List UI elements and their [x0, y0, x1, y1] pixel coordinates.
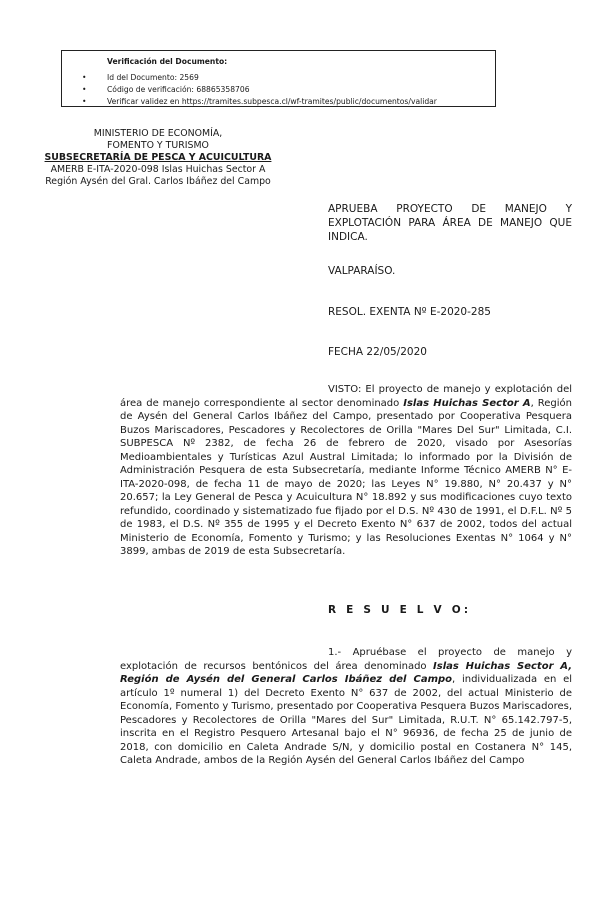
ministry-line-2: FOMENTO Y TURISMO: [107, 140, 209, 151]
resuelvo-heading: R E S U E L V O:: [328, 604, 472, 616]
resolution-city: VALPARAÍSO.: [328, 265, 396, 277]
resuelvo-area-name: Islas Huichas Sector A, Región de Aysén del General Carlos Ibáñez del Campo: [120, 660, 572, 685]
ministry-line-1: MINISTERIO DE ECONOMÍA,: [93, 128, 223, 139]
region-line: Región Aysén del Gral. Carlos Ibáñez del Campo: [45, 176, 271, 187]
verification-url: • Verificar validez en https://tramites.subpesca.cl/wf-tramites/public/documentos/validar: [82, 96, 437, 108]
resolution-subject: APRUEBA PROYECTO DE MANEJO Y EXPLOTACIÓN PARA ÁREA DE MANEJO QUE INDICA.: [328, 203, 572, 244]
verification-id: • Id del Documento: 2569: [82, 72, 437, 84]
visto-area-name: Islas Huichas Sector A: [403, 397, 531, 409]
resolution-number: RESOL. EXENTA Nº E-2020-285: [328, 306, 491, 318]
resuelvo-text-1: 1.- Apruébase el proyecto de manejo y explotación de recursos bentónicos del área denominado: [120, 647, 572, 672]
verification-list: [82, 72, 437, 109]
verification-code: • Código de verificación: 68865358706: [82, 84, 437, 96]
resuelvo-paragraph: [120, 646, 572, 768]
visto-text-1: VISTO: El proyecto de manejo y explotación del área de manejo correspondiente al sector denominado: [120, 384, 572, 409]
ministry-header: [26, 128, 290, 188]
verification-title: Verificación del Documento:: [107, 57, 228, 66]
verification-box: [61, 50, 496, 107]
resuelvo-text-2: , individualizada en el artículo 1º numeral 1) del Decreto Exento N° 637 de 2002, del actual Ministerio de Economía, Fomento y Turismo, presentado por Cooperativa Pesquera Buzos Mariscadores, Pescadores y Recolectores de Orilla "Mares del Sur" Limitada, R.U.T. N° 65.142.797-5, inscrita en el Registro Pesquero Artesanal bajo el N° 96936, de fecha 25 de junio de 2018, con domicilio en Caleta Andrade S/N, y domicilio postal en Costanera N° 145, Caleta Andrade, ambos de la Región Aysén del General Carlos Ibáñez del Campo: [120, 674, 573, 766]
visto-paragraph: [120, 383, 572, 559]
reference-line: AMERB E-ITA-2020-098 Islas Huichas Sector A: [50, 164, 266, 175]
subsecretaria-name: SUBSECRETARÍA DE PESCA Y ACUICULTURA: [44, 152, 272, 163]
visto-text-2: , Región de Aysén del General Carlos Ibáñez del Campo, presentado por Cooperativa Pesquera Buzos Mariscadores, Pescadores y Recolectores de Orilla "Mares Del Sur" Limitada, C.I. SUBPESCA Nº 2382, de fecha 26 de febrero de 2020, visado por Asesorías Medioambientales y Turísticas Azul Austral Limitada; lo informado por la División de Administración Pesquera de esta Subsecretaría, mediante Informe Técnico AMERB N° E-ITA-2020-098, de fecha 11 de mayo de 2020; las Leyes N° 19.880, N° 20.437 y N° 20.657; la Ley General de Pesca y Acuicultura N° 18.892 y sus modificaciones cuyo texto refundido, coordinado y sistematizado fue fijado por el D.S. Nº 430 de 1991, el D.F.L. Nº 5 de 1983, el D.S. Nº 355 de 1995 y el Decreto Exento N° 637 de 2002, todos del actual Ministerio de Economía, Fomento y Turismo; y las Resoluciones Exentas N° 1064 y N° 3899, ambas de 2019 de esta Subsecretaría.: [120, 397, 572, 557]
resolution-date: FECHA 22/05/2020: [328, 346, 427, 358]
